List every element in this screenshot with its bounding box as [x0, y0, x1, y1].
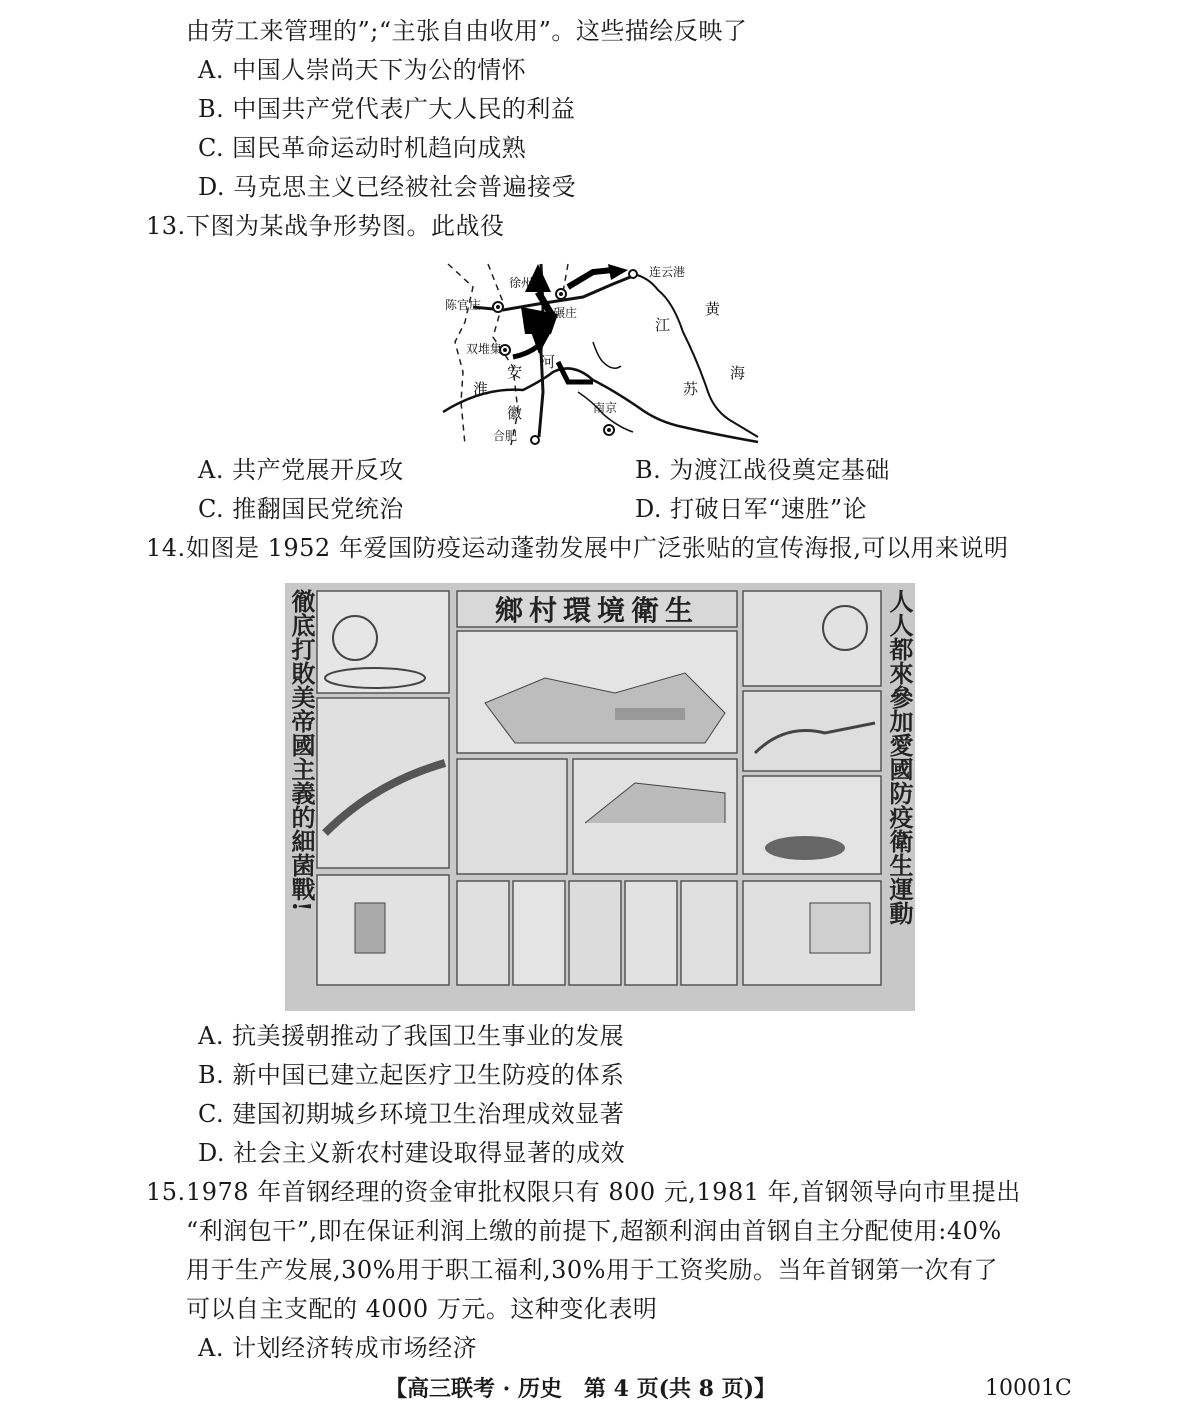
map-label-hai: 海 — [730, 364, 746, 382]
map-label-su: 苏 — [683, 380, 699, 398]
q15-stem-line-1: 1978 年首钢经理的资金审批权限只有 800 元,1981 年,首钢领导向市里提出 — [186, 1178, 1021, 1206]
map-label-chenguanzhuang: 陈官庄 — [445, 298, 482, 312]
propaganda-poster — [285, 583, 915, 1011]
q14-option-c[interactable]: C. 建国初期城乡环境卫生治理成效显著 — [198, 1100, 625, 1128]
poster-figure — [285, 583, 915, 1011]
q13-option-b[interactable]: B. 为渡江战役奠定基础 — [635, 456, 890, 484]
page-footer: 【高三联考 · 历史 第 4 页(共 8 页)】 — [385, 1376, 777, 1402]
q13-option-d[interactable]: D. 打破日军“速胜”论 — [635, 495, 868, 523]
poster-right-slogan: 人人都來參加愛國防疫衛生運動 — [885, 589, 914, 925]
q15-number: 15. — [146, 1178, 186, 1206]
q13-number: 13. — [146, 212, 186, 240]
map-label-huang: 黄 — [705, 300, 721, 318]
q14-option-a[interactable]: A. 抗美援朝推动了我国卫生事业的发展 — [198, 1022, 625, 1050]
q13-stem: 下图为某战争形势图。此战役 — [186, 212, 505, 240]
map-label-xuzhou: 徐州 — [509, 276, 534, 290]
map-label-he: 河 — [540, 353, 556, 371]
q15-stem-line-2: “利润包干”,即在保证利润上缴的前提下,超额利润由首钢自主分配使用:40% — [186, 1217, 1002, 1245]
map-label-huai: 淮 — [473, 380, 489, 398]
map-label-an: 安 — [507, 363, 523, 381]
q14-stem: 如图是 1952 年爱国防疫运动蓬勃发展中广泛张贴的宣传海报,可以用来说明 — [186, 534, 1009, 562]
q13-option-a[interactable]: A. 共产党展开反攻 — [198, 456, 404, 484]
q14-option-d[interactable]: D. 社会主义新农村建设取得显著的成效 — [198, 1139, 626, 1167]
map-label-nanjing: 南京 — [593, 401, 618, 415]
battle-map-figure — [443, 262, 758, 445]
q12-option-d[interactable]: D. 马克思主义已经被社会普遍接受 — [198, 173, 577, 201]
q15-option-a[interactable]: A. 计划经济转成市场经济 — [198, 1334, 478, 1362]
q12-option-c[interactable]: C. 国民革命运动时机趋向成熟 — [198, 134, 527, 162]
q15-stem-line-4: 可以自主支配的 4000 万元。这种变化表明 — [186, 1295, 658, 1323]
map-label-hui: 徽 — [507, 404, 523, 422]
q13-option-c[interactable]: C. 推翻国民党统治 — [198, 495, 404, 523]
poster-title: 鄉村環境衛生 — [494, 594, 700, 627]
exam-code: 10001C — [985, 1376, 1072, 1401]
map-label-jiang: 江 — [655, 316, 671, 334]
q15-stem-line-3: 用于生产发展,30%用于职工福利,30%用于工资奖励。当年首钢第一次有了 — [186, 1256, 998, 1284]
q14-number: 14. — [146, 534, 186, 562]
map-label-shuangduiji: 双堆集 — [466, 342, 503, 356]
map-label-hefei: 合肥 — [493, 429, 518, 443]
q12-option-a[interactable]: A. 中国人崇尚天下为公的情怀 — [198, 56, 527, 84]
q12-stem-tail: 由劳工来管理的”;“主张自由收用”。这些描绘反映了 — [186, 17, 748, 45]
map-label-nianzhuang: 碾庄 — [553, 306, 578, 320]
q12-option-b[interactable]: B. 中国共产党代表广大人民的利益 — [198, 95, 576, 123]
poster-left-slogan: 徹底打敗美帝國主義的細菌戰! — [287, 589, 316, 912]
map-label-lianyungang: 连云港 — [649, 265, 686, 279]
battle-map — [443, 262, 758, 445]
q14-option-b[interactable]: B. 新中国已建立起医疗卫生防疫的体系 — [198, 1061, 625, 1089]
